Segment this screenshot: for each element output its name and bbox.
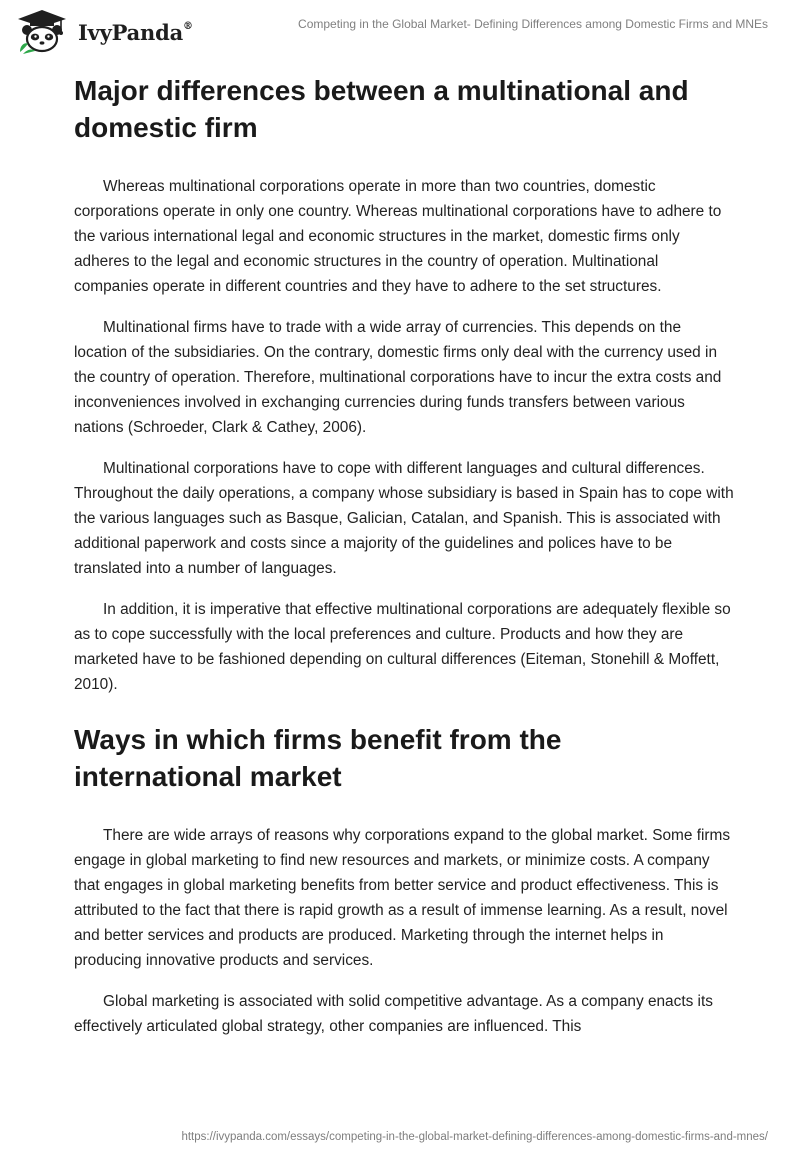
paragraph: There are wide arrays of reasons why corporations expand to the global market. Some firms engage in global marketing to find new resources and markets, or minimize costs. A company that engages in global marketing benefits from better service and product effectiveness. This is attributed to the fact that there is rapid growth as a result of immense learning. As a result, novel and better services and products are produced. Marketing through the internet helps in producing innovative products and services. <box>74 827 731 969</box>
paragraph: Multinational corporations have to cope with different languages and cultural differences. Throughout the daily operations, a company whose subsidiary is based in Spain has to cope with the various languages such as Basque, Galician, Catalan, and Spanish. This is associated with additional paperwork and costs since a majority of the guidelines and polices have to be translated into a number of languages. <box>74 460 734 577</box>
paragraph: Multinational firms have to trade with a wide array of currencies. This depends on the location of the subsidiaries. On the contrary, domestic firms only deal with the currency used in the country of operation. Therefore, multinational corporations have to incur the extra costs and inconveniences involved in exchanging currencies during funds transfers between various nations (Schroeder, Clark & Cathey, 2006). <box>74 319 722 436</box>
section-heading: Ways in which firms benefit from the international market <box>74 724 562 792</box>
logo-wordmark: IvyPanda® <box>78 19 193 45</box>
essay-body <box>74 72 734 1039</box>
document-running-title: Competing in the Global Market- Defining Differences among Domestic Firms and MNEs <box>298 17 768 31</box>
paragraph: Whereas multinational corporations operate in more than two countries, domestic corporations operate in only one country. Whereas multinational corporations have to adhere to the various international legal and economic structures in the market, domestic firms only adheres to the legal and economic structures in the country of operation. Multinational companies operate in different countries and they have to adhere to the set structures. <box>74 178 722 295</box>
paragraph: In addition, it is imperative that effective multinational corporations are adequately flexible so as to cope successfully with the local preferences and culture. Products and how they are marketed have to be fashioned depending on cultural differences (Eiteman, Stonehill & Moffett, 2010). <box>74 601 731 693</box>
panda-graduate-icon <box>14 8 70 54</box>
ivypanda-logo[interactable] <box>14 8 193 54</box>
page-header <box>0 0 800 62</box>
source-url[interactable]: https://ivypanda.com/essays/competing-in-the-global-market-defining-differences-among-domestic-firms-and-mnes/ <box>181 1131 768 1143</box>
section-heading: Major differences between a multinational and domestic firm <box>74 75 689 143</box>
paragraph: Global marketing is associated with solid competitive advantage. As a company enacts its effectively articulated global strategy, other companies are influenced. This <box>74 993 713 1035</box>
